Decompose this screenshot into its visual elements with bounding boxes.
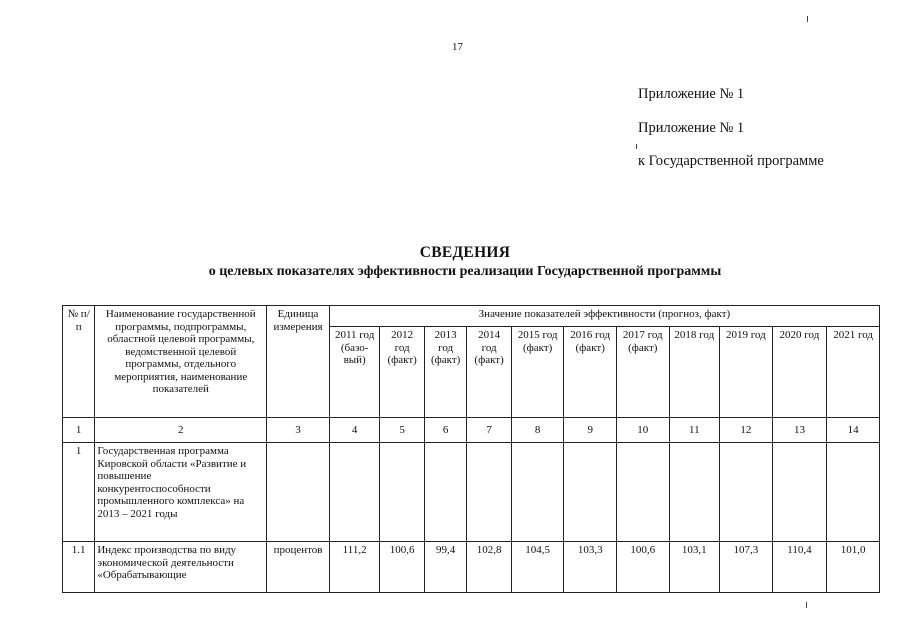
row-value [720,443,773,542]
header-year: 2015 год (факт) [511,327,564,418]
row-value: 103,1 [669,542,720,593]
column-number: 5 [380,418,424,443]
header-num: № п/п [63,306,95,418]
header-unit: Единица измерения [267,306,330,418]
row-value [467,443,511,542]
row-value [772,443,827,542]
column-number: 8 [511,418,564,443]
row-value: 102,8 [467,542,511,593]
column-number: 7 [467,418,511,443]
row-value: 107,3 [720,542,773,593]
row-value: 111,2 [329,542,380,593]
scan-speck [636,144,637,149]
column-number: 14 [827,418,880,443]
row-value: 100,6 [380,542,424,593]
column-number: 10 [616,418,669,443]
row-value: 100,6 [616,542,669,593]
row-unit [267,443,330,542]
indicators-table [62,305,880,593]
column-number-row [63,418,880,443]
row-value [329,443,380,542]
row-value [511,443,564,542]
column-number: 1 [63,418,95,443]
row-value [380,443,424,542]
table-row [63,542,880,593]
header-year: 2018 год [669,327,720,418]
row-value [564,443,617,542]
row-value [424,443,466,542]
scan-speck [806,602,807,608]
table-row [63,443,880,542]
header-year: 2021 год [827,327,880,418]
row-num: 1 [63,443,95,542]
scan-speck [807,16,808,22]
row-name: Государственная программа Кировской области «Развитие и повышение конкурентоспособности промышленного комплекса» на 2013 – 2021 годы [95,443,267,542]
appendix-label-repeat: Приложение № 1 [638,120,745,136]
row-value [827,443,880,542]
page-number: 17 [452,41,463,53]
table-header-row [63,306,880,327]
row-value [669,443,720,542]
row-value: 110,4 [772,542,827,593]
header-year: 2017 год (факт) [616,327,669,418]
header-year: 2014 год (факт) [467,327,511,418]
header-name: Наименование государственной программы, подпрограммы, областной целевой программы, ведомственной целевой программы, отдельного мероприятия, наименование показателей [95,306,267,418]
column-number: 12 [720,418,773,443]
row-unit: процентов [267,542,330,593]
appendix-program-ref: к Государственной программе [638,153,824,169]
header-year: 2016 год (факт) [564,327,617,418]
header-year: 2012 год (факт) [380,327,424,418]
column-number: 3 [267,418,330,443]
column-number: 2 [95,418,267,443]
column-number: 9 [564,418,617,443]
appendix-label: Приложение № 1 [638,86,745,102]
header-year: 2013 год (факт) [424,327,466,418]
column-number: 13 [772,418,827,443]
column-number: 11 [669,418,720,443]
row-value: 99,4 [424,542,466,593]
document-title: СВЕДЕНИЯ [419,244,511,261]
header-year: 2011 год (базо-вый) [329,327,380,418]
row-value: 103,3 [564,542,617,593]
header-values: Значение показателей эффективности (прогноз, факт) [329,306,879,327]
header-year: 2019 год [720,327,773,418]
row-num: 1.1 [63,542,95,593]
row-value [616,443,669,542]
header-year: 2020 год [772,327,827,418]
row-value: 101,0 [827,542,880,593]
row-name: Индекс производства по виду экономической деятельности «Обрабатывающие [95,542,267,593]
document-subtitle: о целевых показателях эффективности реализации Государственной программы [208,264,722,279]
column-number: 6 [424,418,466,443]
row-value: 104,5 [511,542,564,593]
column-number: 4 [329,418,380,443]
